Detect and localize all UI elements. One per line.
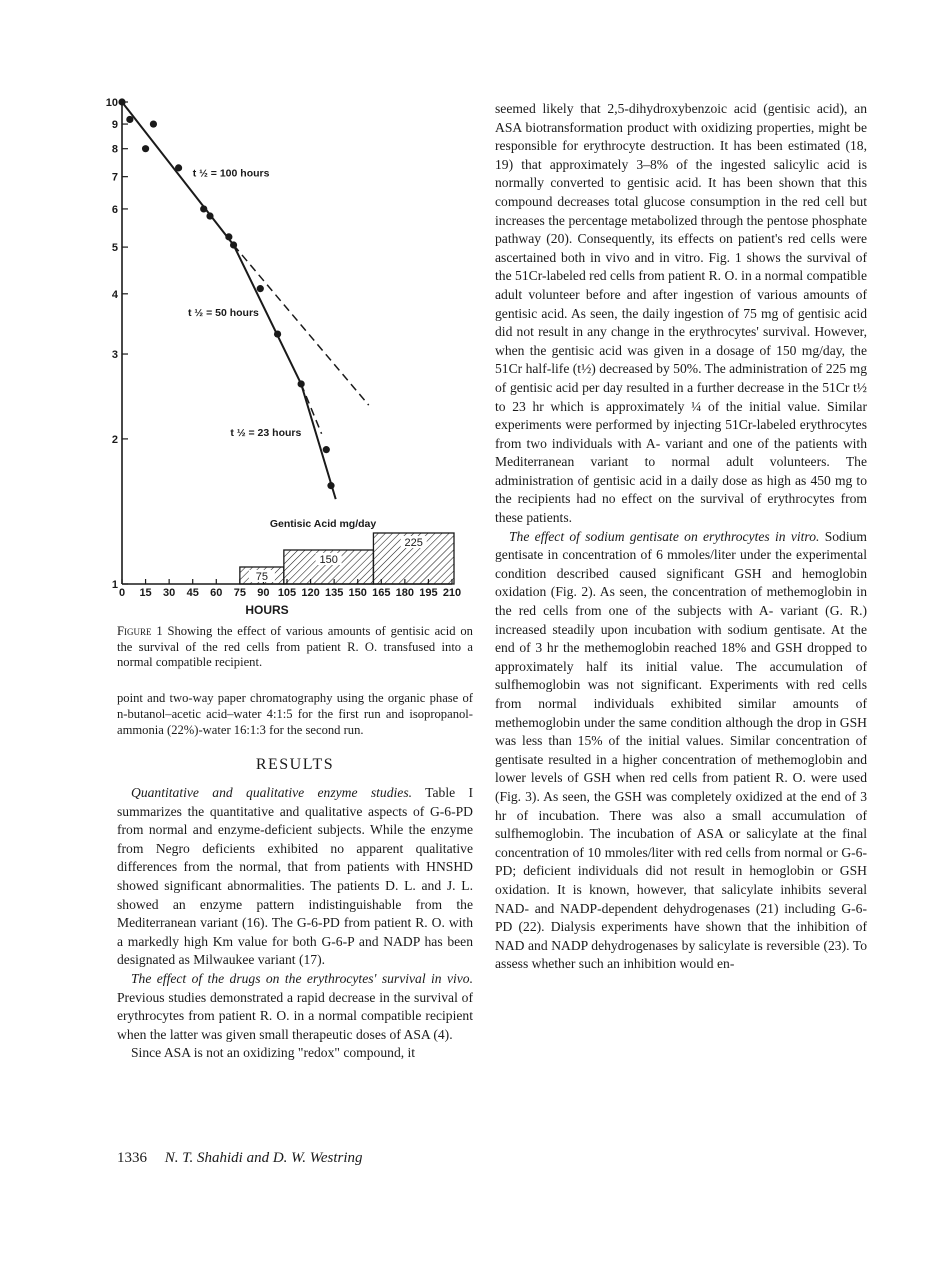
data-point <box>225 233 232 240</box>
x-axis-label: HOURS <box>245 603 289 617</box>
x-tick-label: 120 <box>301 587 320 599</box>
x-tick-label: 15 <box>139 587 152 599</box>
data-point <box>118 98 125 105</box>
left-column <box>117 690 473 1063</box>
paragraph-asa: Since ASA is not an oxidizing "redox" compound, it <box>131 1045 416 1061</box>
x-tick-label: 210 <box>442 587 462 599</box>
half-life-label: t ½ = 23 hours <box>230 426 302 439</box>
page-footer <box>117 1150 363 1167</box>
paragraph-sodium-gentisate <box>495 528 867 974</box>
y-tick-label: 9 <box>111 119 118 132</box>
y-tick-label: 10 <box>105 97 118 109</box>
figure-caption <box>117 624 473 671</box>
x-tick-label: 45 <box>186 587 199 599</box>
results-heading: RESULTS <box>255 756 335 773</box>
x-tick-label: 0 <box>118 587 126 599</box>
x-tick-label: 165 <box>372 587 391 599</box>
dose-bars <box>240 518 454 584</box>
running-authors: N. T. Shahidi and D. W. Westring <box>164 1150 363 1166</box>
page-number: 1336 <box>117 1150 147 1166</box>
half-life-label: t ½ = 50 hours <box>188 306 259 319</box>
survival-lines <box>122 102 369 499</box>
data-point <box>257 285 264 292</box>
right-column <box>495 100 867 974</box>
x-tick-label: 180 <box>395 587 415 599</box>
data-point <box>150 120 157 127</box>
paragraph-title: Quantitative and qualitative enzyme studies. <box>131 785 413 800</box>
data-point <box>327 482 334 489</box>
y-tick-label: 1 <box>111 579 118 591</box>
x-tick-label: 105 <box>277 587 297 599</box>
x-tick-label: 195 <box>419 587 438 599</box>
data-point <box>230 241 237 248</box>
x-tick-label: 75 <box>233 587 246 599</box>
data-point <box>126 116 133 123</box>
paragraph-body: Sodium gentisate in concentration of 6 mmoles/liter under the experimental condition described caused significant GSH and hemoglobin oxidation (Fig. 2). As seen, the concentration of methemoglobin in the red cells from one of the subjects with A- variant (G. R.) increased steadily upon incubation with sodium gentisate. At the end of 3 hr the methemoglobin reached 18% and GSH dropped to approximately half its initial value. The accumulation of sulfhemoglobin was not significant. Experiments with red cells from normal individuals exhibited similar amounts of methemoglobin under the same condition although the drop in GSH was less than 15% of the initial values. Similar concentration of gentisate resulted in a higher concentration of methemoglobin and lower levels of GSH when red cells from patient R. O. were used (Fig. 3). As seen, the GSH was completely oxidized at the end of 3 hr of incubation. There was also a small accumulation of sulfhemoglobin. The incubation of ASA or salicylate at the final concentration of 10 mmoles/liter with red cells from normal or G-6-PD; deficient individuals did not result in hemoglobin or GSH oxidation. It is known, however, that salicylate inhibits several NAD- and NADP-dependent dehydrogenases (21) including G-6-PD (22). Dialysis experiments have shown that the inhibition of NAD and NADP dehydrogenases by salicylate is reversible (23). To assess whether such an inhibition would en- <box>495 528 867 972</box>
dose-bar-label: 150 <box>319 554 338 566</box>
y-tick-label: 2 <box>111 433 118 446</box>
x-tick-label: 60 <box>210 587 223 599</box>
data-point <box>142 145 149 152</box>
y-tick-label: 5 <box>111 242 118 255</box>
y-tick-label: 3 <box>111 349 118 362</box>
x-tick-label: 135 <box>324 587 344 599</box>
caption-text: Showing the effect of various amounts of gentisic acid on the survival of the red cells from patient R. O. transfused into a normal compatible recipient. <box>117 624 473 670</box>
dose-label: Gentisic Acid mg/day <box>269 518 377 530</box>
data-point <box>323 446 330 453</box>
paragraph-title: The effect of sodium gentisate on erythrocytes in vitro. <box>509 528 820 544</box>
x-tick-label: 30 <box>163 587 176 599</box>
data-point <box>274 330 281 337</box>
paragraph-drugs-in-vivo <box>117 970 473 1044</box>
x-tick-label: 150 <box>348 587 367 599</box>
paragraph-body: Table I summarizes the quantitative and qualitative aspects of G-6-PD from normal and enzyme-deficient subjects. While the enzyme from Negro deficients exhibited no apparent qualitative differences from the normal, that from patients with HNSHD showed significant abnormalities. The patients D. L. and J. L. showed an enzyme pattern indistinguishable from the Mediterranean variant (16). The G-6-PD from patient R. O. with a markedly high Km value for both G-6-P and NADP has been designated as Milwaukee variant (17). <box>117 785 474 968</box>
data-point <box>298 380 305 387</box>
half-life-label: t ½ = 100 hours <box>192 167 270 180</box>
paragraph-enzyme-studies <box>117 784 473 970</box>
data-point <box>200 205 207 212</box>
figure-1-chart <box>100 90 470 620</box>
y-tick-label: 6 <box>111 203 118 216</box>
x-tick-label: 90 <box>257 587 270 599</box>
dose-bar-label: 75 <box>255 571 268 583</box>
regression-line <box>301 384 336 499</box>
paragraph-body: Previous studies demonstrated a rapid decrease in the survival of erythrocytes from patient R. O. in a normal compatible recipient when the latter was given small therapeutic doses of ASA (4). <box>117 989 473 1042</box>
y-tick-label: 8 <box>111 143 118 156</box>
paragraph-gentisic-acid: seemed likely that 2,5-dihydroxybenzoic acid (gentisic acid), an ASA biotransformation product with oxidizing properties, might be responsible for erythrocyte destruction. It has been estimated (18, 19) that approximately 3–8% of the ingested salicylic acid is normally converted to gentisic acid. It has been shown that this compound decreases total glucose consumption in the red cell but increases the percentage metabolized through the pentose phosphate pathway (20). Consequently, its effects on patient's red cells were ascertained both in vivo and in vitro. Fig. 1 shows the survival of the 51Cr-labeled red cells from patient R. O. in a normal compatible adult volunteer before and after ingestion of various amounts of gentisic acid. As seen, the daily ingestion of 75 mg of gentisic acid did not result in any change in the erythrocytes' survival. However, when the gentisic acid was given in a dosage of 150 mg/day, the 51Cr half-life (t½) decreased by 50%. The administration of 225 mg of gentisic acid per day resulted in a further decrease in the 51Cr t½ to 23 hr which is approximately ¼ of the initial value. Similar experiments were performed by injecting 51Cr-labeled erythrocytes from two individuals with A- variant and one of the patients with Mediterranean variant to normal adult volunteers. The administration of gentisic acid in a daily dose as high as 450 mg to the recipients had no effect on the survival of erythrocytes from these patients. <box>495 101 867 526</box>
survival-points <box>118 98 334 489</box>
paragraph-title: The effect of the drugs on the erythrocytes' survival in vivo. <box>131 970 473 986</box>
data-point <box>206 212 213 219</box>
chart-axes <box>122 102 452 584</box>
y-tick-label: 7 <box>111 171 118 184</box>
caption-label: Figure 1 <box>117 624 163 638</box>
y-tick-label: 4 <box>111 288 118 301</box>
dose-bar-label: 225 <box>404 537 423 549</box>
methods-tail: point and two-way paper chromatography using the organic phase of n-butanol–acetic acid–water 4:1:5 for the first run and isopropanol-ammonia (22%)-water 16:1:3 for the second run. <box>117 691 473 737</box>
data-point <box>175 164 182 171</box>
